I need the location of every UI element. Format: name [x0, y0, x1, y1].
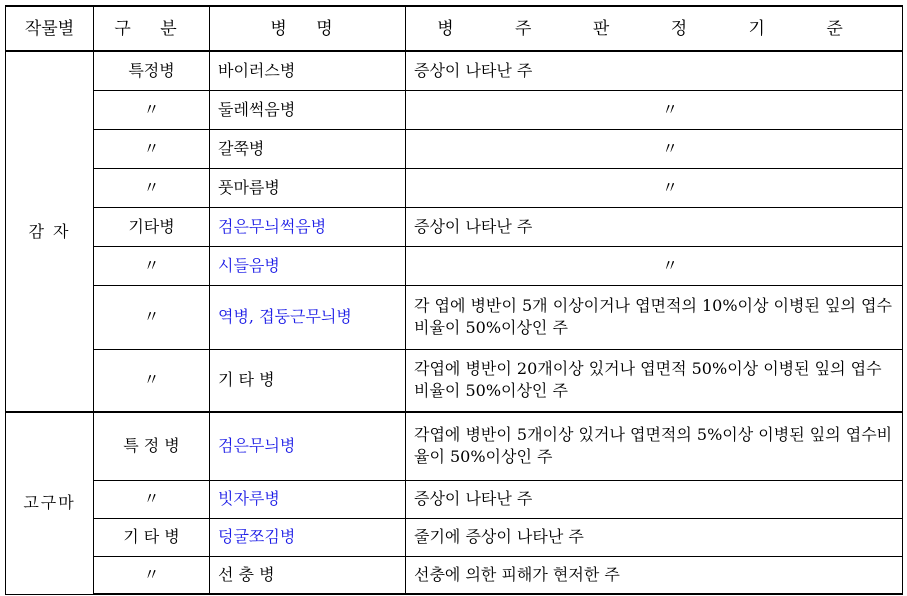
category-cell: 〃: [94, 168, 210, 207]
table-row: [6, 412, 903, 480]
disease-name-cell: 빗자루병: [210, 480, 406, 518]
table-row: [6, 51, 903, 90]
category-cell: 특정병: [94, 51, 210, 90]
table-row: [6, 129, 903, 168]
disease-name-cell: 풋마름병: [210, 168, 406, 207]
category-cell: 〃: [94, 246, 210, 285]
category-cell: 특 정 병: [94, 412, 210, 480]
category-cell: 〃: [94, 556, 210, 594]
crop-cell-sweet-potato: 고구마: [6, 412, 94, 594]
category-cell: 〃: [94, 285, 210, 349]
disease-name-cell: 검은무늬병: [210, 412, 406, 480]
criteria-cell: 증상이 나타난 주: [406, 207, 903, 246]
header-disease: 병 명: [210, 6, 406, 51]
category-cell: 〃: [94, 129, 210, 168]
table-row: [6, 246, 903, 285]
category-cell: 기타병: [94, 207, 210, 246]
table-row: [6, 168, 903, 207]
header-category: 구 분: [94, 6, 210, 51]
criteria-cell: 〃: [406, 168, 903, 207]
category-cell: 기 타 병: [94, 518, 210, 556]
header-row: [6, 6, 903, 51]
table-row: [6, 349, 903, 412]
criteria-cell: 각엽에 병반이 5개이상 있거나 엽면적의 5%이상 이병된 잎의 엽수비율이 50%이상인 주: [406, 412, 903, 480]
table-row: [6, 556, 903, 594]
disease-name-cell: 역병, 겹둥근무늬병: [210, 285, 406, 349]
disease-name-cell: 선 충 병: [210, 556, 406, 594]
category-cell: 〃: [94, 90, 210, 129]
criteria-cell: 각 엽에 병반이 5개 이상이거나 엽면적의 10%이상 이병된 잎의 엽수비율이 50%이상인 주: [406, 285, 903, 349]
criteria-cell: 〃: [406, 90, 903, 129]
disease-name-cell: 기 타 병: [210, 349, 406, 412]
category-cell: 〃: [94, 349, 210, 412]
disease-criteria-table: [5, 5, 903, 595]
table-row: [6, 518, 903, 556]
table-row: [6, 285, 903, 349]
disease-name-cell: 갈쭉병: [210, 129, 406, 168]
header-criteria: 병 주 판 정 기 준: [406, 6, 903, 51]
disease-name-cell: 덩굴쪼김병: [210, 518, 406, 556]
disease-name-cell: 시들음병: [210, 246, 406, 285]
criteria-cell: 각엽에 병반이 20개이상 있거나 엽면적 50%이상 이병된 잎의 엽수비율이 50%이상인 주: [406, 349, 903, 412]
category-cell: 〃: [94, 480, 210, 518]
table-row: [6, 90, 903, 129]
table-row: [6, 207, 903, 246]
disease-name-cell: 둘레썩음병: [210, 90, 406, 129]
criteria-cell: 줄기에 증상이 나타난 주: [406, 518, 903, 556]
criteria-cell: 선충에 의한 피해가 현저한 주: [406, 556, 903, 594]
table-row: [6, 480, 903, 518]
disease-name-cell: 검은무늬썩음병: [210, 207, 406, 246]
header-crop: 작물별: [6, 6, 94, 51]
criteria-cell: 증상이 나타난 주: [406, 51, 903, 90]
criteria-cell: 〃: [406, 246, 903, 285]
criteria-cell: 〃: [406, 129, 903, 168]
crop-cell-potato: 감 자: [6, 51, 94, 412]
disease-name-cell: 바이러스병: [210, 51, 406, 90]
criteria-cell: 증상이 나타난 주: [406, 480, 903, 518]
